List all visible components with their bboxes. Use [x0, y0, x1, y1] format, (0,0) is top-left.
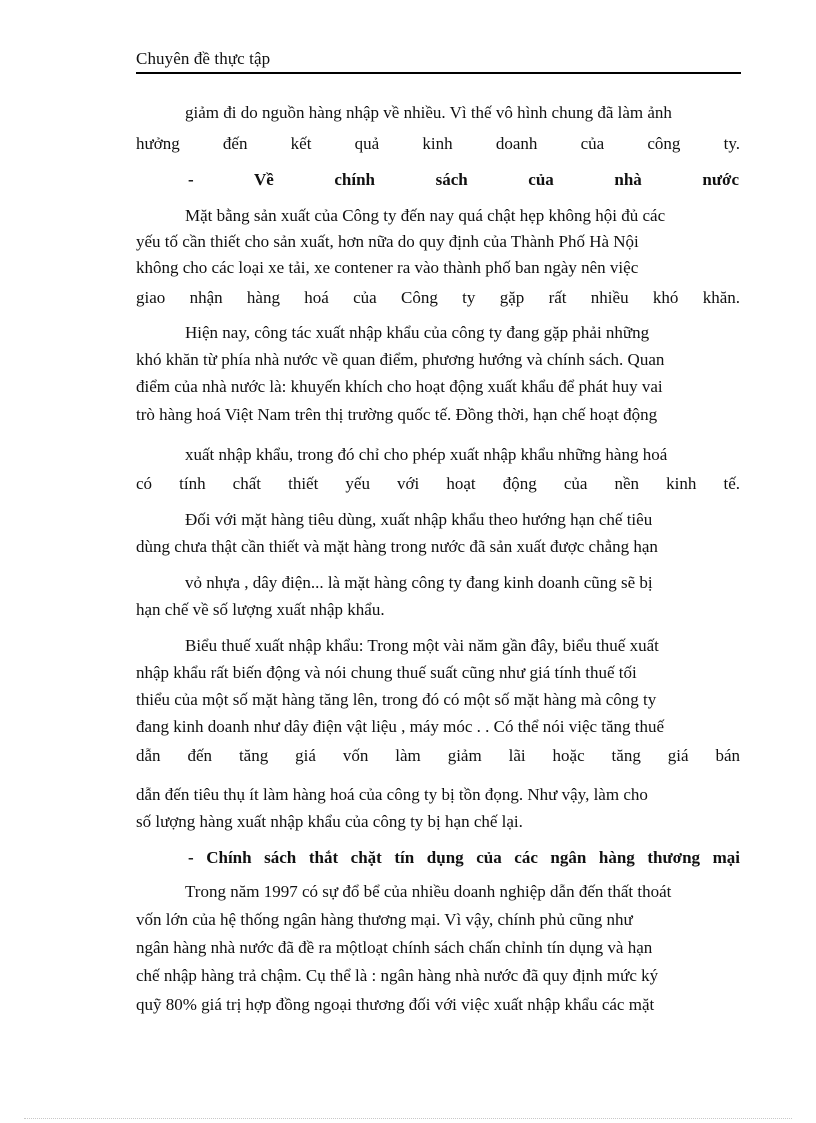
text-line: yếu tố cần thiết cho sản xuất, hơn nữa do quy định của Thành Phố Hà Nội	[136, 232, 639, 251]
text-line: Hiện nay, công tác xuất nhập khẩu của công ty đang gặp phải những	[185, 323, 650, 342]
text-line: điểm của nhà nước là: khuyến khích cho hoạt động xuất khẩu để phát huy vai	[136, 377, 663, 396]
text-line: có tính chất thiết yếu với hoạt động của nền kinh tế.	[136, 474, 740, 493]
text-line: giao nhận hàng hoá của Công ty gặp rất nhiều khó khăn.	[136, 288, 740, 307]
text-line: số lượng hàng xuất nhập khẩu của công ty bị hạn chế lại.	[136, 812, 523, 831]
text-line: chế nhập hàng trả chậm. Cụ thể là : ngân hàng nhà nước đã quy định mức ký	[136, 966, 659, 985]
text-line: vỏ nhựa , dây điện... là mặt hàng công ty đang kinh doanh cũng sẽ bị	[185, 573, 653, 592]
text-line: trò hàng hoá Việt Nam trên thị trường quốc tế. Đồng thời, hạn chế hoạt động	[136, 405, 658, 424]
text-line: nhập khẩu rất biến động và nói chung thuế suất cũng như giá tính thuế tối	[136, 663, 637, 682]
text-line: không cho các loại xe tải, xe contener ra vào thành phố ban ngày nên việc	[136, 258, 639, 277]
page-header	[136, 48, 741, 74]
text-line: dùng chưa thật cần thiết và mặt hàng trong nước đã sản xuất được chẳng hạn	[136, 537, 658, 556]
text-line: hưởng đến kết quả kinh doanh của công ty.	[136, 134, 740, 153]
text-line: ngân hàng nhà nước đã đề ra mộtloạt chính sách chấn chỉnh tín dụng và hạn	[136, 938, 653, 957]
page-bottom-divider	[24, 1118, 792, 1119]
text-line: Đối với mặt hàng tiêu dùng, xuất nhập khẩu theo hướng hạn chế tiêu	[185, 510, 653, 529]
text-line: quỹ 80% giá trị hợp đồng ngoại thương đối với việc xuất nhập khẩu các mặt	[136, 995, 655, 1014]
text-line: xuất nhập khẩu, trong đó chỉ cho phép xuất nhập khẩu những hàng hoá	[185, 445, 668, 464]
text-line: dẫn đến tiêu thụ ít làm hàng hoá của công ty bị tồn đọng. Như vậy, làm cho	[136, 785, 648, 804]
text-line: Biểu thuế xuất nhập khẩu: Trong một vài năm gần đây, biểu thuế xuất	[185, 636, 659, 655]
text-line: thiểu của một số mặt hàng tăng lên, trong đó có một số mặt hàng mà công ty	[136, 690, 657, 709]
text-line: Mặt bằng sản xuất của Công ty đến nay quá chật hẹp không hội đủ các	[185, 206, 666, 225]
text-line: hạn chế về số lượng xuất nhập khẩu.	[136, 600, 385, 619]
text-line: vốn lớn của hệ thống ngân hàng thương mại. Vì vậy, chính phủ cũng như	[136, 910, 633, 929]
section-heading: - Về chính sách của nhà nước	[188, 170, 739, 189]
text-line: giảm đi do nguồn hàng nhập về nhiều. Vì thế vô hình chung đã làm ảnh	[185, 103, 672, 122]
text-line: đang kinh doanh như dây điện vật liệu , máy móc . . Có thể nói việc tăng thuế	[136, 717, 665, 736]
text-line: Trong năm 1997 có sự đổ bể của nhiều doanh nghiệp dẫn đến thất thoát	[185, 882, 672, 901]
text-line: khó khăn từ phía nhà nước về quan điểm, phương hướng và chính sách. Quan	[136, 350, 665, 369]
section-heading: - Chính sách thắt chặt tín dụng của các ngân hàng thương mại	[188, 848, 740, 867]
header-title: Chuyên đề thực tập	[136, 49, 271, 68]
text-line: dẫn đến tăng giá vốn làm giảm lãi hoặc tăng giá bán	[136, 746, 740, 765]
